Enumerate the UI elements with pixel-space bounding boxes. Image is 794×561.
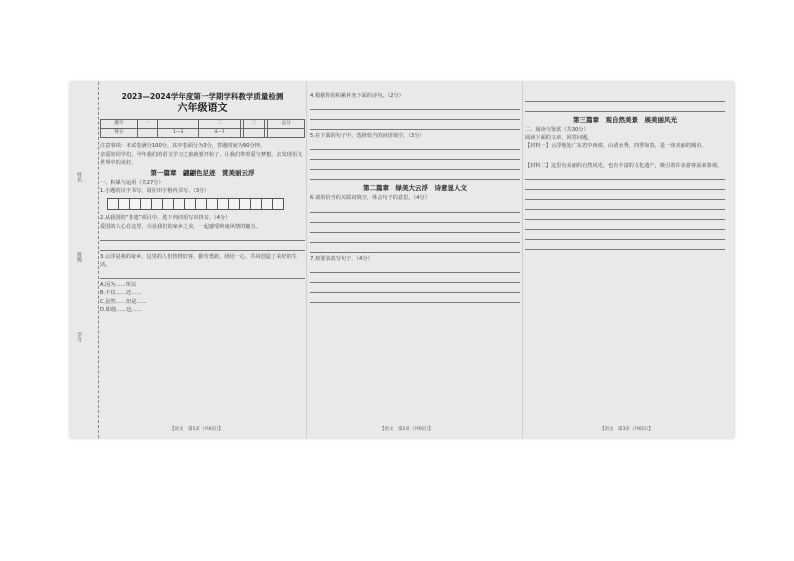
question-5: 5.在下面的句子中，选择恰当的词语填空。（3分） bbox=[310, 133, 425, 140]
fold-line bbox=[306, 82, 307, 438]
fold-line bbox=[522, 82, 523, 438]
score-table: 题号 一 二 三 总分 得分 1—3 4—7 bbox=[100, 119, 305, 138]
option-a: A.因为……所以 bbox=[100, 282, 137, 289]
binding-margin: 姓名 班级 学号 bbox=[70, 82, 99, 438]
option-b: B.不仅……还…… bbox=[100, 290, 142, 297]
page-footer-3: 【语文 第3页（共6页）】 bbox=[600, 427, 653, 432]
intro-text: 亲爱的同学们，今年我们的语文学习之旅就要开始了，让我们带着爱与梦想，去发现语文世界中的美好。 bbox=[100, 151, 303, 166]
page-2 bbox=[310, 92, 520, 305]
question-1: 1.小题的汉字书写，请在田字格内书写。（3分） bbox=[100, 188, 210, 195]
exam-sheet bbox=[70, 82, 734, 438]
exam-title: 2023—2024学年度第一学期学科教学质量检测 bbox=[121, 92, 284, 101]
page-footer-1: 【语文 第1页（共6页）】 bbox=[170, 427, 223, 432]
page-footer-2: 【语文 第2页（共6页）】 bbox=[380, 427, 433, 432]
question-2: 2.从我国的“非遗”项目中，选下列词语写出拼音。（4分） bbox=[100, 215, 231, 222]
notice-text: 注意事项：本试卷满分100分，其中卷面分为3分，答题时间为90分钟。 bbox=[100, 143, 266, 150]
subject-title: 六年级语文 bbox=[177, 103, 228, 114]
option-c: C.虽然……但是…… bbox=[100, 298, 147, 305]
writing-grid[interactable] bbox=[108, 198, 305, 210]
chapter-3-title: 第三篇章 观自然美景 展美丽风光 bbox=[573, 116, 677, 124]
chapter-1-title: 第一篇章 翩翩色足迹 赏美丽云浮 bbox=[150, 169, 255, 178]
page-3 bbox=[525, 92, 725, 252]
material-2: 【材料二】这里有美丽的自然风光，也有丰富的文化遗产，吸引着许多游客前来参观。 bbox=[525, 162, 723, 169]
question-7: 7.按要求改写句子。（4分） bbox=[310, 255, 373, 262]
reading-instruction: 阅读下面的文章，回答问题。 bbox=[525, 135, 593, 142]
chapter-2-title: 第二篇章 绿美大云浮 诗意显人文 bbox=[363, 184, 467, 193]
option-d: D.即使……也…… bbox=[100, 306, 142, 313]
question-4: 4.根据你的积累补充下面的诗句。（2分） bbox=[310, 93, 404, 99]
page-1 bbox=[100, 92, 305, 314]
material-1: 【材料一】云浮地处广东省中西部，山清水秀，四季如春，是一座美丽的城市。 bbox=[525, 143, 707, 150]
question-3: 3.云浮是我的家乡，这里的人们热情好客，勤劳勇敢，团结一心，共同创造了美好的生活。 bbox=[100, 253, 297, 269]
question-6: 6.请用恰当的关联词填空，体会句子的意思。（4分） bbox=[310, 195, 430, 202]
section-title: 一、积累与运用（共27分） bbox=[100, 180, 164, 187]
reading-section-title: 二、阅读与鉴赏（共30分） bbox=[525, 127, 589, 133]
question-2-body: 爱国的人心在这里，尽显我们的家乡之美，一起感受岭南风情的魅力。 bbox=[100, 223, 261, 230]
